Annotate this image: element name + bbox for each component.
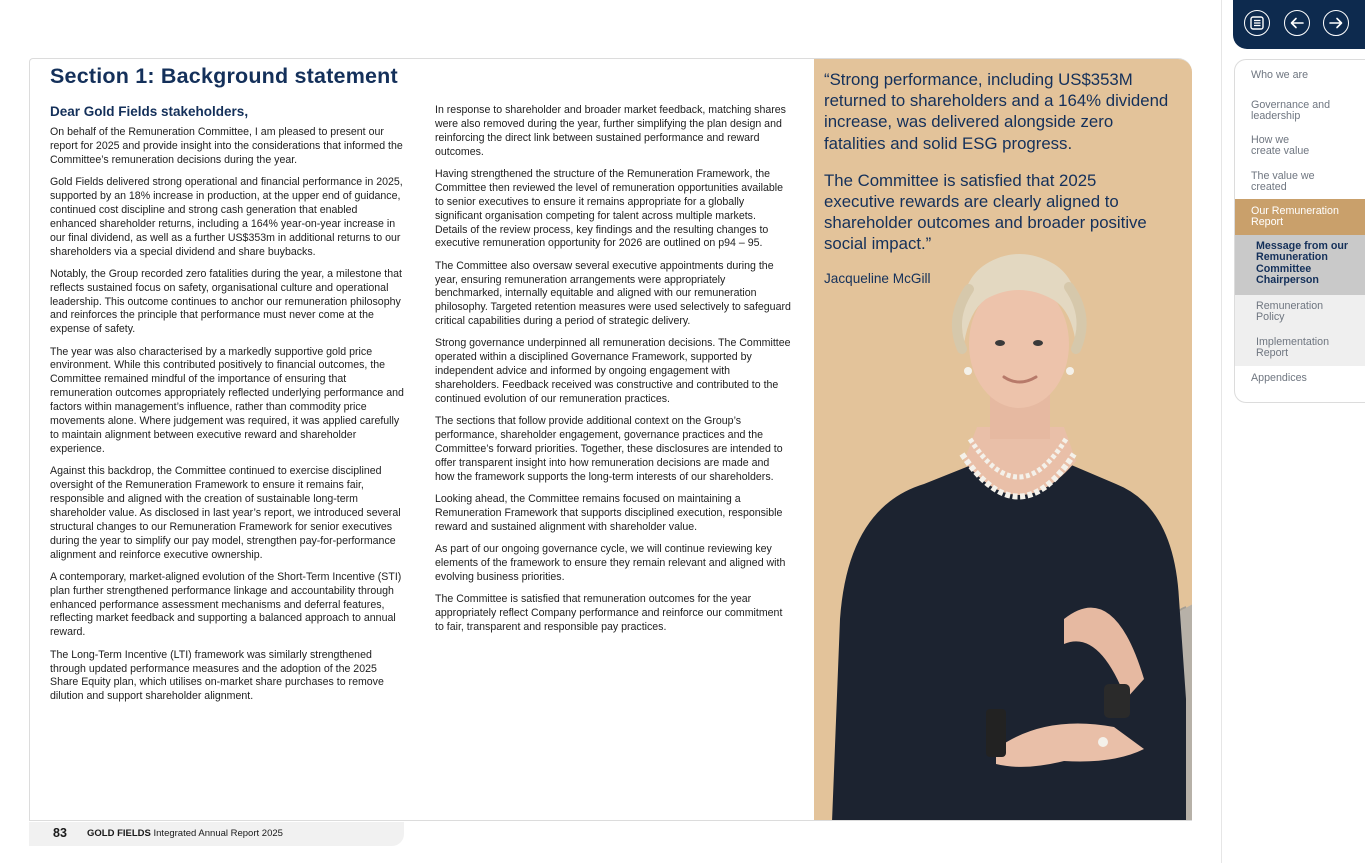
paragraph: Looking ahead, the Committee remains focused on maintaining a Remuneration Framework that supports disciplined execution, responsible reward and sustained alignment with shareholder value.: [435, 493, 783, 533]
quote-part-2: The Committee is satisfied that 2025 executive rewards are clearly aligned to shareholder outcomes and broader positive social impact.”: [824, 170, 1147, 254]
nav-divider: [1221, 0, 1222, 863]
paragraph: On behalf of the Remuneration Committee, I am pleased to present our report for 2025 and provide insight into the considerations that informed the Committee’s remuneration decisions during the year.: [50, 126, 403, 166]
paragraph: The Committee is satisfied that remuneration outcomes for the year appropriately reflect Company performance and reinforce our commitment to fair, transparent and responsible pay practices.: [435, 593, 783, 633]
paragraph: Gold Fields delivered strong operational and financial performance in 2025, supported by an 18% increase in production, at the upper end of guidance, continued cost discipline and strong cash generation that enabled enhanced shareholder returns, including a 164% year-on-year increase in our final dividend, as well as a further US$353m in additional returns to our shareholders via a special dividend and share buybacks.: [50, 176, 403, 258]
greeting: Dear Gold Fields stakeholders,: [50, 104, 249, 119]
page-number: 83: [53, 826, 67, 840]
paragraph: Against this backdrop, the Committee continued to exercise disciplined oversight of the Remuneration Framework to ensure it remains fair, responsible and aligned with the creation of sustainable long-term shareholder value. As disclosed in last year’s report, we introduced several structural changes to our Remuneration Framework for senior executives during the year to simplify our pay model, strengthen pay-for-performance alignment and reinforce executive ownership.: [50, 465, 401, 561]
paragraph: As part of our ongoing governance cycle, we will continue reviewing key elements of the framework to ensure they remain relevant and aligned with evolving business priorities.: [435, 543, 786, 583]
report-page: [29, 58, 1192, 821]
nav-subitem-implementation-report[interactable]: Implementation Report: [1235, 331, 1365, 366]
previous-page-button[interactable]: [1284, 10, 1310, 36]
paragraph: A contemporary, market-aligned evolution of the Short-Term Incentive (STI) plan further strengthened performance linkage and accountability through enhanced performance assessment mechanisms and deferral features, reflecting market feedback and supporting a balanced approach to annual reward.: [50, 570, 402, 639]
left-column: [50, 104, 406, 713]
paragraph: Notably, the Group recorded zero fatalities during the year, a milestone that reflects sustained focus on safety, organisational culture and operational leadership. This outcome continues to anchor our remuneration philosophy and reinforces the principle that performance must never come at the expense of safety.: [50, 267, 402, 336]
contents-icon: [1250, 16, 1264, 30]
right-column: [435, 104, 791, 643]
nav-subitem-chairperson-message[interactable]: Message from our Remuneration Committee Chairperson: [1235, 235, 1365, 295]
paragraph: The year was also characterised by a markedly supportive gold price environment. While this contributed positively to financial outcomes, the Committee remained mindful of the importance of ensuring that remuneration outcomes appropriately reflected underlying performance and factors within management’s influence, rather than commodity price movements alone. Where judgement was required, it was applied carefully to maintain alignment between executive reward and shareholder experience.: [50, 345, 404, 455]
contents-button[interactable]: [1244, 10, 1270, 36]
section-title: Section 1: Background statement: [50, 64, 398, 88]
footer-brand: GOLD FIELDS: [87, 828, 151, 839]
nav-toolbar: [1233, 0, 1365, 49]
nav-item-who-we-are[interactable]: Who we are: [1251, 69, 1309, 81]
arrow-right-icon: [1329, 17, 1343, 29]
footer-report-name: Integrated Annual Report 2025: [150, 828, 283, 839]
arrow-left-icon: [1290, 17, 1304, 29]
section-navigation: [1234, 59, 1365, 403]
nav-item-remuneration-report[interactable]: Our Remuneration Report: [1235, 199, 1365, 235]
quote-attribution: Jacqueline McGill: [824, 271, 931, 286]
page-footer: [29, 822, 404, 846]
paragraph: Strong governance underpinned all remuneration decisions. The Committee operated within a disciplined Governance Framework, supported by independent advice and informed by ongoing engagement with shareholders. Feedback received was constructive and contributed to the continued evolution of our remuneration practices.: [435, 337, 791, 406]
nav-subitem-remuneration-policy[interactable]: Remuneration Policy: [1235, 295, 1365, 331]
nav-item-value-we-created[interactable]: The value we created: [1251, 170, 1315, 194]
next-page-button[interactable]: [1323, 10, 1349, 36]
paragraph: The Committee also oversaw several executive appointments during the year, ensuring remuneration arrangements were appropriately benchmarked, internally equitable and aligned with our remuneration philosophy. Targeted retention measures were used selectively to safeguard critical capabilities during a period of strategic delivery.: [435, 259, 791, 328]
paragraph: The Long-Term Incentive (LTI) framework was similarly strengthened through updated performance measures and the adoption of the 2025 Share Equity plan, which utilises on-market share purchases to remove dilution and support shareholder alignment.: [50, 648, 384, 703]
nav-item-governance[interactable]: Governance and leadership: [1251, 99, 1331, 123]
nav-item-how-we-create-value[interactable]: How we create value: [1251, 134, 1310, 158]
paragraph: In response to shareholder and broader market feedback, matching shares were also removed during the year, further simplifying the plan design and reinforcing the direct link between sustained performance and reward outcomes.: [435, 104, 786, 158]
footer-title: [87, 828, 283, 839]
paragraph: The sections that follow provide additional context on the Group’s performance, shareholder engagement, governance practices and the Committee’s forward priorities. Together, these disclosures are intended to offer transparent insight into how remuneration decisions are made and how the framework supports the long-term interests of our shareholders.: [435, 415, 783, 483]
paragraph: Having strengthened the structure of the Remuneration Framework, the Committee then reviewed the level of remuneration opportunities available to senior executives to ensure it remains appropriate for a globally significant organisation competing for talent across multiple markets. Details of the review process, key findings and the resulting changes to executive remuneration opportunity for 2026 are outlined on p94 – 95.: [435, 167, 784, 250]
quote-panel: [814, 59, 1192, 821]
chairperson-quote: [824, 69, 1169, 271]
quote-part-1: “Strong performance, including US$353M returned to shareholders and a 164% dividend increase, was delivered alongside zero fatalities and solid ESG progress.: [824, 70, 1169, 153]
nav-item-appendices[interactable]: Appendices: [1251, 372, 1307, 384]
